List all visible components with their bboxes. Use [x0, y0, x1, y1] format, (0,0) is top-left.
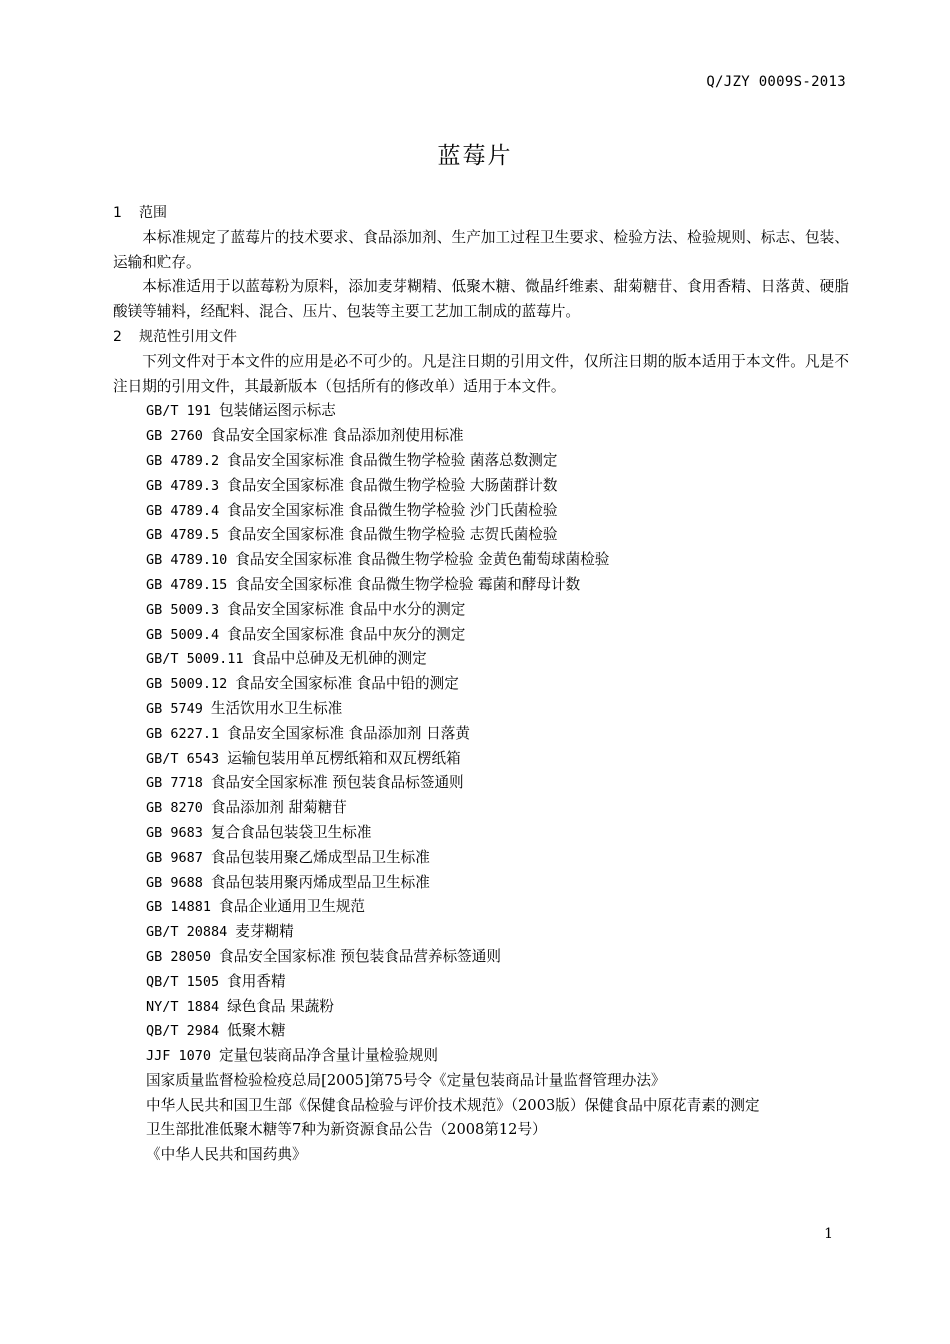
- document-id: Q/JZY 0009S-2013: [706, 74, 846, 90]
- reference-title: 食品安全国家标准 食品微生物学检验 沙门氏菌检验: [227, 501, 558, 519]
- reference-item: [113, 747, 849, 772]
- reference-title: 食品安全国家标准 预包装食品标签通则: [210, 774, 464, 792]
- reference-code: GB 9687: [146, 849, 203, 866]
- reference-code: QB/T 2984: [146, 1023, 220, 1040]
- reference-title: 食品包装用聚乙烯成型品卫生标准: [210, 848, 430, 866]
- section-title: 规范性引用文件: [139, 328, 237, 345]
- reference-title: 食品安全国家标准 食品中铅的测定: [235, 675, 459, 693]
- reference-item: [113, 1044, 849, 1069]
- reference-title: 食品安全国家标准 食品微生物学检验 霉菌和酵母计数: [235, 575, 581, 593]
- reference-title: 食品安全国家标准 食品微生物学检验 菌落总数测定: [227, 451, 558, 469]
- reference-code: GB 6227.1: [146, 725, 220, 742]
- reference-code: GB/T 191: [146, 403, 212, 420]
- section-heading-normative: [113, 325, 849, 350]
- reference-title: 《中华人民共和国药典》: [146, 1146, 307, 1164]
- page-title: 蓝莓片: [437, 143, 513, 169]
- reference-title: 食品安全国家标准 食品添加剂使用标准: [210, 427, 464, 445]
- reference-item: [113, 697, 849, 722]
- reference-item: [113, 1143, 849, 1168]
- reference-item: [113, 970, 849, 995]
- reference-code: GB 5749: [146, 700, 203, 717]
- section-title: 范围: [139, 205, 167, 221]
- reference-title: 食品添加剂 甜菊糖苷: [210, 799, 347, 817]
- reference-item: [113, 1019, 849, 1044]
- reference-item: [113, 598, 849, 623]
- paragraph: 本标准适用于以蓝莓粉为原料，添加麦芽糊精、低聚木糖、微晶纤维素、甜菊糖苷、食用香精、日落黄、硬脂酸镁等辅料，经配料、混合、压片、包装等主要工艺加工制成的蓝莓片。: [113, 278, 849, 321]
- reference-item: [113, 1094, 849, 1119]
- reference-item: [113, 672, 849, 697]
- reference-code: GB 4789.10: [146, 552, 228, 569]
- reference-title: 包装储运图示标志: [219, 402, 336, 420]
- section-heading-scope: [113, 201, 849, 226]
- reference-item: [113, 945, 849, 970]
- paragraph: 下列文件对于本文件的应用是必不可少的。凡是注日期的引用文件，仅所注日期的版本适用于本文件。凡是不注日期的引用文件，其最新版本（包括所有的修改单）适用于本文件。: [113, 352, 849, 395]
- reference-code: GB 4789.4: [146, 502, 220, 519]
- reference-code: GB 4789.3: [146, 477, 220, 494]
- reference-code: GB 28050: [146, 948, 212, 965]
- reference-title: 食品中总砷及无机砷的测定: [251, 650, 427, 668]
- reference-item: [113, 499, 849, 524]
- reference-item: [113, 1118, 849, 1143]
- reference-item: [113, 449, 849, 474]
- reference-item: [113, 573, 849, 598]
- reference-title: 卫生部批准低聚木糖等7种为新资源食品公告（2008第12号）: [146, 1121, 547, 1139]
- reference-code: GB/T 20884: [146, 924, 228, 941]
- reference-code: GB 9683: [146, 824, 203, 841]
- reference-title: 生活饮用水卫生标准: [210, 699, 343, 717]
- reference-title: 食品安全国家标准 预包装食品营养标签通则: [219, 947, 501, 965]
- reference-code: GB/T 6543: [146, 750, 220, 767]
- reference-item: [113, 722, 849, 747]
- reference-code: GB 14881: [146, 899, 212, 916]
- reference-item: [113, 920, 849, 945]
- reference-item: [113, 474, 849, 499]
- reference-item: [113, 1069, 849, 1094]
- reference-item: [113, 548, 849, 573]
- reference-list: [113, 399, 849, 1168]
- reference-item: [113, 623, 849, 648]
- reference-title: 食品包装用聚丙烯成型品卫生标准: [210, 873, 430, 891]
- reference-title: 麦芽糊精: [235, 923, 294, 941]
- reference-code: JJF 1070: [146, 1048, 212, 1065]
- reference-code: GB 5009.4: [146, 626, 220, 643]
- section-number: 2: [113, 328, 122, 345]
- reference-code: GB 7718: [146, 775, 203, 792]
- reference-title: 绿色食品 果蔬粉: [227, 997, 334, 1015]
- reference-title: 食品安全国家标准 食品添加剂 日落黄: [227, 724, 470, 742]
- reference-item: [113, 871, 849, 896]
- reference-item: [113, 821, 849, 846]
- section-number: 1: [113, 205, 122, 221]
- reference-item: [113, 424, 849, 449]
- reference-title: 食用香精: [227, 972, 286, 990]
- reference-code: GB 2760: [146, 428, 203, 445]
- reference-title: 定量包装商品净含量计量检验规则: [219, 1047, 438, 1065]
- reference-code: GB 4789.5: [146, 527, 220, 544]
- reference-title: 食品安全国家标准 食品微生物学检验 大肠菌群计数: [227, 476, 558, 494]
- reference-title: 国家质量监督检验检疫总局[2005]第75号令《定量包装商品计量监督管理办法》: [146, 1071, 666, 1089]
- reference-item: [113, 846, 849, 871]
- reference-code: NY/T 1884: [146, 998, 220, 1015]
- reference-code: GB/T 5009.11: [146, 651, 244, 668]
- reference-item: [113, 771, 849, 796]
- reference-item: [113, 523, 849, 548]
- reference-item: [113, 895, 849, 920]
- reference-title: 食品安全国家标准 食品中水分的测定: [227, 600, 466, 618]
- reference-code: GB 9688: [146, 874, 203, 891]
- reference-item: [113, 647, 849, 672]
- page-number: 1: [824, 1226, 833, 1242]
- reference-item: [113, 995, 849, 1020]
- document-body: [113, 201, 849, 1168]
- reference-code: GB 5009.12: [146, 676, 228, 693]
- reference-item: [113, 796, 849, 821]
- reference-code: GB 5009.3: [146, 601, 220, 618]
- reference-code: GB 8270: [146, 800, 203, 817]
- reference-title: 低聚木糖: [227, 1022, 286, 1040]
- reference-code: GB 4789.2: [146, 452, 220, 469]
- reference-title: 食品安全国家标准 食品微生物学检验 志贺氏菌检验: [227, 526, 558, 544]
- reference-title: 运输包装用单瓦楞纸箱和双瓦楞纸箱: [227, 749, 461, 767]
- paragraph: 本标准规定了蓝莓片的技术要求、食品添加剂、生产加工过程卫生要求、检验方法、检验规则、标志、包装、运输和贮存。: [113, 228, 849, 271]
- reference-title: 食品企业通用卫生规范: [219, 898, 365, 916]
- reference-title: 复合食品包装袋卫生标准: [210, 823, 372, 841]
- reference-title: 食品安全国家标准 食品微生物学检验 金黄色葡萄球菌检验: [235, 551, 610, 569]
- reference-code: QB/T 1505: [146, 973, 220, 990]
- reference-title: 食品安全国家标准 食品中灰分的测定: [227, 625, 466, 643]
- reference-code: GB 4789.15: [146, 576, 228, 593]
- reference-item: [113, 399, 849, 424]
- reference-title: 中华人民共和国卫生部《保健食品检验与评价技术规范》（2003版）保健食品中原花青素的测定: [146, 1096, 760, 1114]
